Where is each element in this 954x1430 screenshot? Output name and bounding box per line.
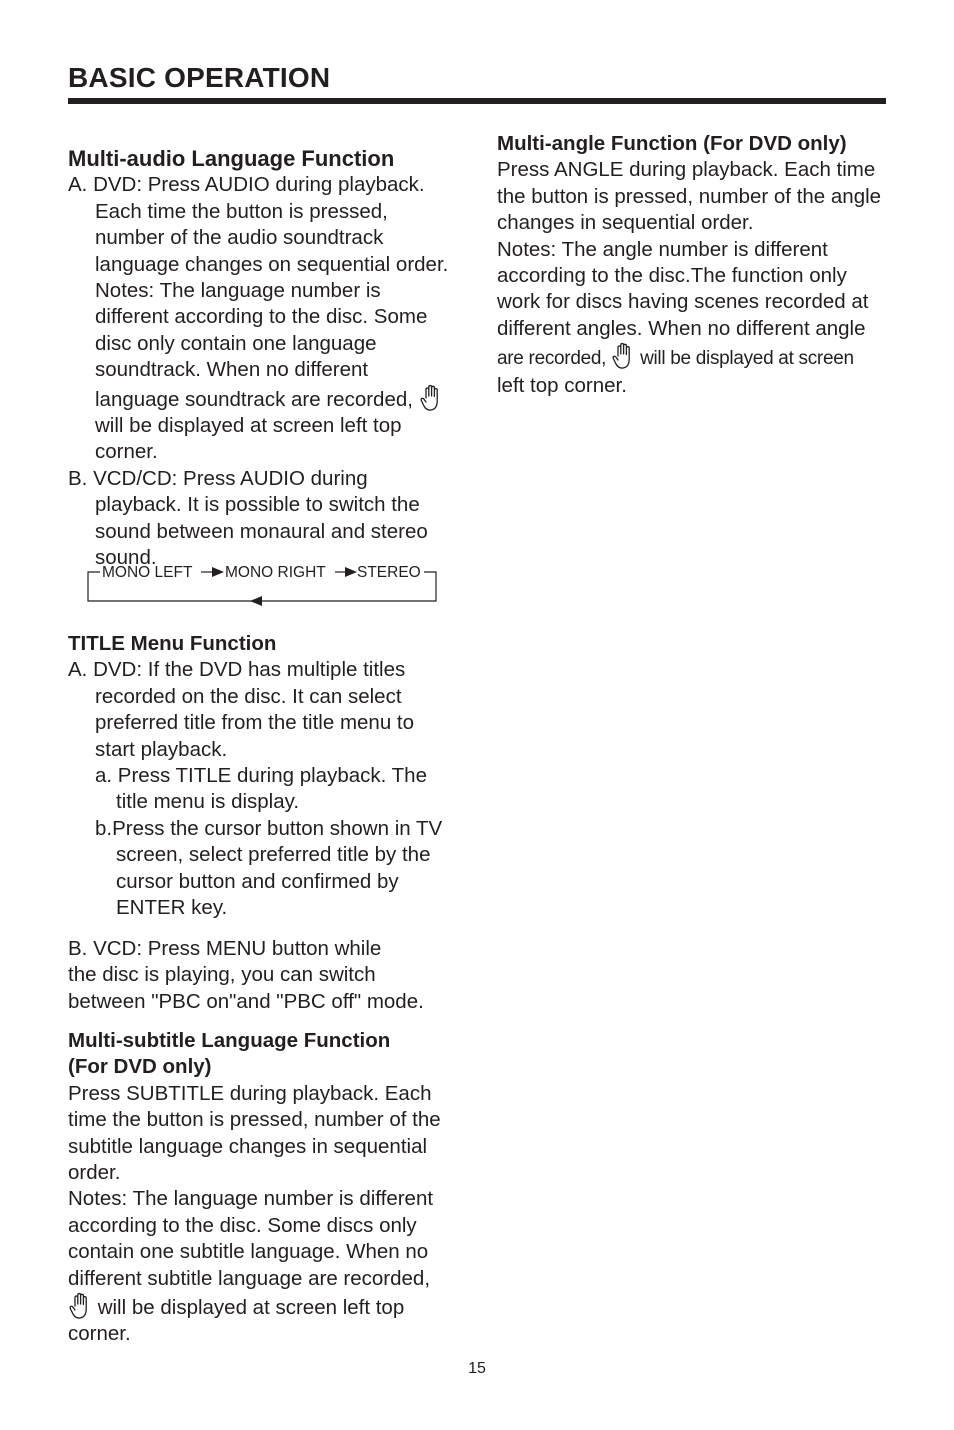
audio-dvd-line: Each time the button is pressed, [95,199,388,223]
audio-dvd-line: will be displayed at screen left top [95,414,402,438]
title-dvd-line: recorded on the disc. It can select [95,684,402,708]
title-step-line: title menu is display. [116,790,300,814]
title-step-line: cursor button and confirmed by [116,869,399,893]
audio-heading: Multi-audio Language Function [68,146,395,171]
subtitle-line: will be displayed at screen left top [97,1296,405,1320]
audio-vcd-item: B. VCD/CD: Press AUDIO during playback. It is possible to switch the sound between monaural and stereo sound. [68,466,468,572]
audio-vcd-line: sound between monaural and stereo [95,519,428,543]
angle-line: Notes: The angle number is different [497,237,828,261]
page-number: 15 [468,1360,486,1377]
audio-mode-diagram [86,560,438,606]
hand-icon [419,384,443,412]
subtitle-section [68,1028,468,1348]
angle-section [497,131,897,399]
angle-line: Press ANGLE during playback. Each time [497,158,876,182]
subtitle-line: corner. [68,1322,131,1346]
diagram-mono-right: MONO RIGHT [225,564,326,581]
right-arrow-icon [212,567,224,577]
audio-dvd-line: language changes on sequential order. [95,252,449,276]
diagram-stereo: STEREO [357,564,421,581]
angle-line: different angles. When no different angle [497,316,866,340]
title-rule [68,98,886,104]
title-step-line: Press the cursor button shown in TV [112,816,443,840]
subtitle-line: according to the disc. Some discs only [68,1213,417,1237]
angle-line: will be displayed at screen [640,348,854,370]
audio-dvd-line: DVD: Press AUDIO during playback. [93,173,425,197]
title-dvd-line: preferred title from the title menu to [95,711,415,735]
angle-line: left top corner. [497,373,627,397]
audio-dvd-line: corner. [95,440,158,464]
title-dvd-line: start playback. [95,737,228,761]
title-vcd-line: the disc is playing, you can switch [68,963,376,987]
angle-line: the button is pressed, number of the angle [497,184,882,208]
title-vcd-section [68,936,468,1015]
audio-dvd-line: soundtrack. When no different [95,358,369,382]
right-arrow-icon [345,567,357,577]
angle-line: according to the disc.The function only [497,264,847,288]
angle-line: are recorded, [497,348,607,370]
audio-vcd-line: playback. It is possible to switch the [95,493,420,517]
subtitle-line: order. [68,1161,121,1185]
title-step-line: ENTER key. [116,896,228,920]
angle-line: changes in sequential order. [497,211,754,235]
audio-dvd-item: A. DVD: Press AUDIO during playback. Each time the button is pressed, number of the audio soundtrack language changes on sequential order. Notes: The language number is different according to the disc. Some disc only contain one language soundtrack. When no different language soundtrack are recorded, will be displayed at screen left top corner. [68,172,468,465]
title-menu-section: TITLE Menu Function A. DVD: If the DVD has multiple titles recorded on the disc. It can select preferred title from the title menu to start playback. a. Press TITLE during playback. The title menu is display. b.Press the cursor button shown in TV screen, select preferred title by the cursor button and confirmed by ENTER key. [68,631,468,921]
left-column [68,146,468,572]
audio-dvd-line: different according to the disc. Some [95,305,428,329]
title-menu-heading: TITLE Menu Function [68,632,277,655]
subtitle-heading: Multi-subtitle Language Function [68,1029,391,1052]
diagram-mono-left: MONO LEFT [102,564,193,581]
audio-vcd-line: sound. [95,546,157,570]
hand-icon [68,1292,92,1320]
title-dvd-line: DVD: If the DVD has multiple titles [93,658,406,682]
subtitle-line: Press SUBTITLE during playback. Each [68,1081,432,1105]
audio-vcd-line: VCD/CD: Press AUDIO during [93,466,368,490]
return-arrow-icon [250,596,262,606]
audio-dvd-line: disc only contain one language [95,331,377,355]
page-title: BASIC OPERATION [68,62,331,93]
title-vcd-line: between "PBC on"and "PBC off" mode. [68,989,424,1013]
audio-dvd-line: Notes: The language number is [95,279,381,303]
subtitle-line: different subtitle language are recorded, [68,1266,431,1290]
subtitle-heading: (For DVD only) [68,1055,212,1079]
angle-heading: Multi-angle Function (For DVD only) [497,132,847,155]
title-vcd-line: B. VCD: Press MENU button while [68,937,382,960]
audio-dvd-line: language soundtrack are recorded, [95,387,413,411]
subtitle-line: contain one subtitle language. When no [68,1240,429,1264]
title-step-line: screen, select preferred title by the [116,843,431,867]
audio-dvd-line: number of the audio soundtrack [95,226,384,250]
subtitle-line: Notes: The language number is different [68,1187,434,1211]
subtitle-line: subtitle language changes in sequential [68,1134,428,1158]
hand-icon [611,342,635,370]
title-step-line: Press TITLE during playback. The [117,764,427,788]
angle-line: work for discs having scenes recorded at [497,290,869,314]
subtitle-line: time the button is pressed, number of the [68,1108,441,1132]
